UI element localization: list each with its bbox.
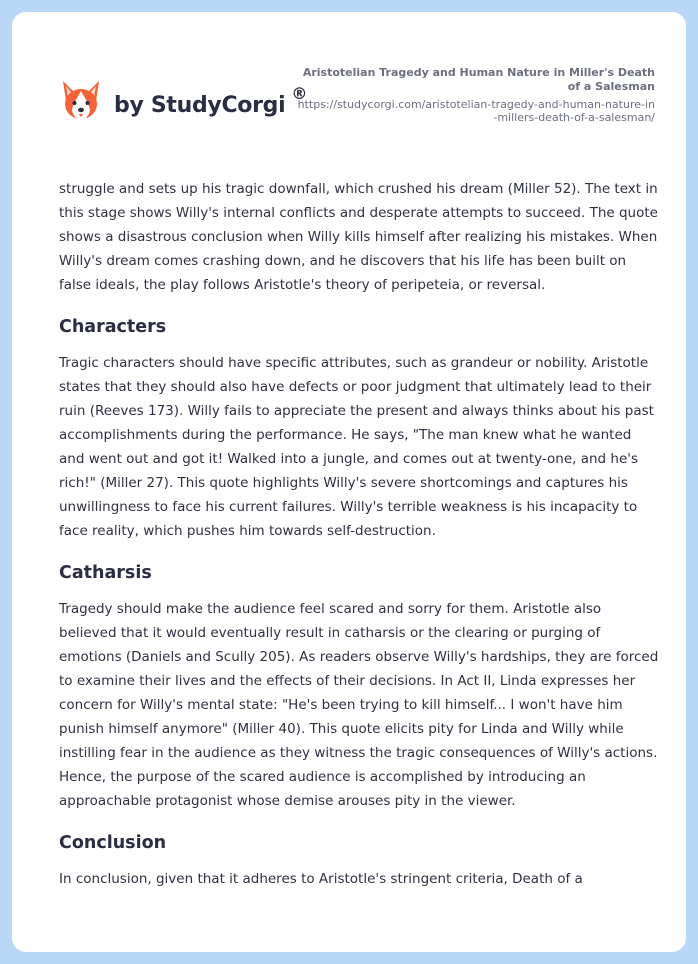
section-heading-conclusion: Conclusion (59, 833, 167, 853)
document-meta (295, 66, 655, 124)
corgi-logo-icon (60, 79, 102, 123)
document-url-link[interactable]: https://studycorgi.com/aristotelian-tragedy-and-human-nature-in-millers-death-of-a-salesman/ (297, 98, 655, 124)
section-paragraph-conclusion: In conclusion, given that it adheres to Aristotle's stringent criteria, Death of a (59, 871, 583, 887)
document-title: Aristotelian Tragedy and Human Nature in Miller's Death of a Salesman (302, 66, 655, 93)
section-paragraph-characters: Tragic characters should have specific attributes, such as grandeur or nobility. Aristotle states that they should also have defects or poor judgment that ultimately lead to their ruin (Reeves 173). Willy fails to appreciate the present and always thinks about his past accomplishments during the performance. He says, "The man knew what he wanted and went out and got it! Walked into a jungle, and comes out at twenty-one, and he's rich!" (Miller 27). This quote highlights Willy's severe shortcomings and captures his unwillingness to face his current failures. Willy's terrible weakness is his incapacity to face reality, which pushes him towards self-destruction. (59, 355, 654, 539)
section-heading-characters: Characters (59, 317, 167, 337)
section-paragraph-catharsis: Tragedy should make the audience feel scared and sorry for them. Aristotle also believed that it would eventually result in catharsis or the clearing or purging of emotions (Daniels and Scully 205). As readers observe Willy's hardships, they are forced to examine their lives and the effects of their decisions. In Act II, Linda expresses her concern for Willy's mental state: "He's been trying to kill himself... I won't have him punish himself anymore" (Miller 40). This quote elicits pity for Linda and Willy while instilling fear in the audience as they witness the tragic consequences of Willy's actions. Hence, the purpose of the scared audience is accomplished by introducing an approachable protagonist whose demise arouses pity in the viewer. (59, 601, 659, 809)
brand-name: by StudyCorgi (114, 92, 286, 118)
essay-content (59, 177, 659, 891)
section-heading-catharsis: Catharsis (59, 563, 152, 583)
studycorgi-logo[interactable] (60, 76, 307, 126)
registered-mark: ® (291, 83, 308, 103)
document-page (12, 12, 686, 952)
page-header (12, 12, 686, 162)
intro-paragraph: struggle and sets up his tragic downfall, which crushed his dream (Miller 52). The text in this stage shows Willy's internal conflicts and desperate attempts to succeed. The quote shows a disastrous conclusion when Willy kills himself after realizing his mistakes. When Willy's dream comes crashing down, and he discovers that his life has been built on false ideals, the play follows Aristotle's theory of peripeteia, or reversal. (59, 181, 658, 293)
